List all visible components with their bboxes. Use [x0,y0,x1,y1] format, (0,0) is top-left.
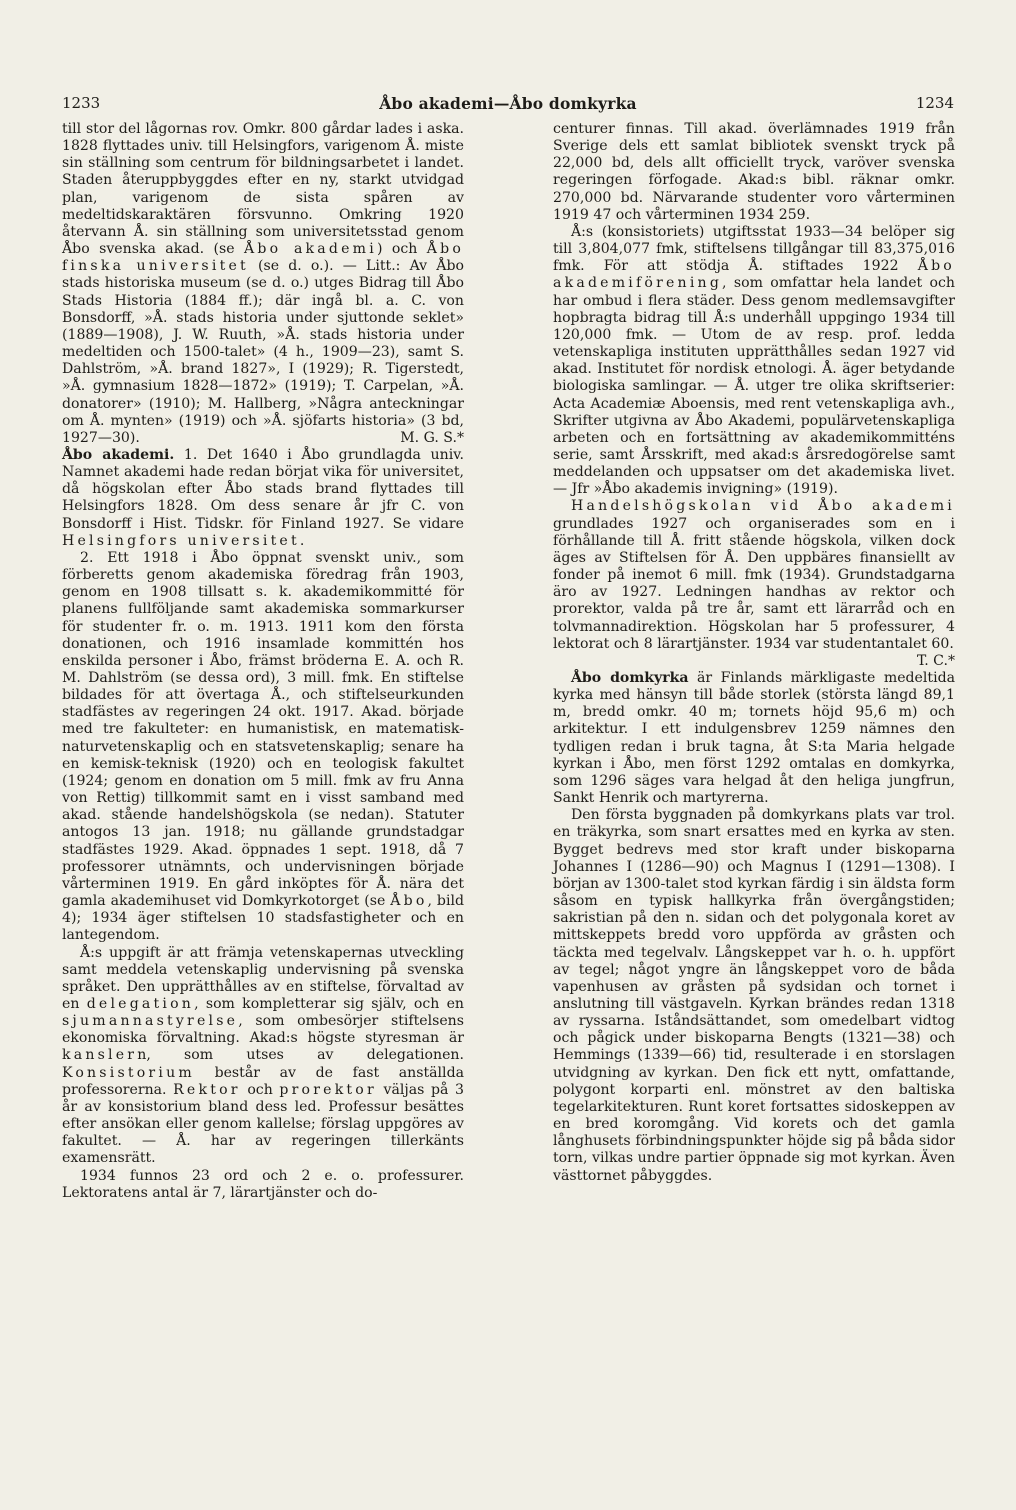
text-run: och [240,1081,280,1098]
text-run: Den första byggnaden på domkyrkans plats var trol. en träkyrka, som snart ersattes med en kyrka av sten. Bygget bedrevs med stor kraft under biskoparna Johannes I (1286—90) och Magnus I (1291—1308). I början av 1300-talet stod kyrkan färdig i sin äldsta form såsom en typisk hallkyrka från övergångstiden; sakristian på den n. sidan och det polygonala koret av mittskeppets bredd voro uppförda av gråsten och täckta med tegelvalv. Långskeppet var h. o. h. uppfört av tegel; något yngre än långskeppet voro de båda vapenhusen av gråsten på sydsidan och tornet i anslutning till västgaveln. Kyrkan brändes redan 1318 av ryssarna. Iståndsättandet, som omedelbart vidtog och pågick under biskoparna Bengts (1321—38) och Hemmings (1339—66) tid, resulterade i en storslagen utvidgning av kyrkan. Den fick ett nytt, omfattande, polygont korparti enl. mönstret av den baltiska tegelarkitekturen. Runt koret fortsattes sidoskeppen av en bred koromgång. Vid korets och det gamla långhusets förbindningspunkter höjde sig på båda sidor torn, vilkas undre partier öppnade sig mot kyrkan. Även västtornet påbyggdes. [553,807,955,1184]
entry-headword: Åbo akademi. [62,446,175,463]
paragraph [62,121,464,447]
spaced-term: Helsingfors universitet [62,532,300,549]
right-column [553,121,955,1185]
text-run: består av de fast anställda professorerna. [62,1064,464,1098]
text-run: 2. Ett 1918 i Åbo öppnat svenskt univ., som förberetts genom akademiska föredrag från 1903, genom en 1908 tillsatt s. k. akademikommitté för planens fullföljande samt akademiska sommarkurser för studenter fr. o. m. 1913. 1911 kom den första donationen, och 1916 insamlade kommittén hos enskilda personer i Åbo, främst bröderna E. A. och R. M. Dahlström (se dessa ord), 3 mill. fmk. En stiftelse bildades för att övertaga Å., och stiftelseurkunden stadfästes av regeringen 24 okt. 1917. Akad. började med tre fakulteter: en humanistisk, en matematisk-naturvetenskaplig och en statsvetenskaplig; senare ha en kemisk-teknisk (1920) och en teologisk fakultet (1924; genom en donation om 5 mill. fmk av fru Anna von Rettig) tillkommit samt en i visst samband med akad. stående handelshögskola (se nedan). Statuter antogos 13 jan. 1918; nu gällande grundstadgar stadfästes 1929. Akad. öppnades 1 sept. 1918, då 7 professorer utnämnts, och undervisningen började vårterminen 1919. En gård inköptes för Å. nära det gamla akademihuset vid Domkyrkotorget (se [62,549,464,910]
spaced-term: delegation [86,995,195,1012]
text-run: (se d. o.). — Litt.: Av Åbo stads historiska museum (se d. o.) utges Bidrag till Åbo Stads Historia (1884 ff.); där ingå bl. a. C. von Bonsdorff, »Å. stads historia under sjuttonde seklet» (1889—1908), J. W. Ruuth, »Å. stads historia under medeltiden och 1500-talet» (4 h., 1909—23), samt S. Dahlström, »Å. brand 1827», I (1929); R. Tigerstedt, »Å. gymnasium 1828—1872» (1919); T. Carpelan, »Å. donatorer» (1910); M. Hallberg, »Några anteckningar om Å. mynten» (1919) och »Å. sjöfarts historia» (3 bd, 1927—30). [62,258,464,446]
text-run: , bild 4); 1934 äger stiftelsen 10 stadsfastigheter och en lantegendom. [62,893,464,944]
text-run: . [299,532,305,549]
running-title: Åbo akademi—Åbo domkyrka [379,93,637,113]
paragraph [553,807,955,1184]
spaced-term: Åbo akademiförening [553,258,955,292]
spaced-term: sjumannastyrelse [62,1013,239,1030]
spaced-term: Åbo finska universitet [62,241,465,275]
spaced-term: Åbo [390,893,428,910]
spaced-term: prorektor [279,1081,377,1098]
paragraph [553,670,955,807]
paragraph [553,121,955,224]
text-run: n, som utses av delegationen. [137,1047,464,1064]
spaced-term: Åbo akademi [244,241,377,258]
paragraph [62,1168,464,1202]
text-run: , som ombesörjer stiftelsens ekonomiska förvaltning. Akad:s högste styresman är [62,1013,464,1047]
spaced-term: Handelshögskolan vid Åbo akademi [571,498,955,515]
paragraph [553,224,955,499]
paragraph [62,945,464,1168]
entry-headword: Åbo domkyrka [571,670,689,686]
text-run: grundlades 1927 och organiserades som en i förhållande till Å. fritt stående högskola, vilken dock äges av Stiftelsen för Å. Den uppbäres finansiellt av fonder på inemot 6 mill. fmk (1934). Grundstadgarna äro av 1927. Ledningen handhas av rektor och prorektor, valda på tre år, samt ett lärarråd och en tolvmannadirektion. Högskolan har 5 professurer, 4 lektorat och 8 lärartjänster. 1934 var studentantalet 60. [553,515,955,652]
page-number-left: 1233 [62,94,101,112]
spaced-term: Konsistorium [62,1064,195,1081]
spaced-term: kansler [62,1047,138,1064]
text-run: är Finlands märkligaste medeltida kyrka med hänsyn till både storlek (största längd 89,1 m, bredd omkr. 40 m; tornets höjd 95,6 m) och arkitektur. I ett indulgensbrev 1259 nämnes den tydligen redan i bruk tagna, åt S:ta Maria helgade kyrkan i Åbo, men först 1292 omtalas en domkyrka, som 1296 säges vara helgad åt den heliga jungfrun, Sankt Henrik och martyrerna. [553,670,956,807]
spaced-term: Rektor [173,1081,241,1098]
running-header [62,90,954,116]
text-run: , som omfattar hela landet och har ombud i flera städer. Dess genom medlemsavgifter hopbragta bidrag till Å:s underhåll uppgingo 1934 till 120,000 fmk. — Utom de av resp. prof. ledda vetenskapliga instituten upprätthålles sedan 1927 vid akad. Institutet för nordisk etnologi. Å. äger betydande biologiska samlingar. — Å. utger tre olika skriftserier: Acta Academiæ Aboensis, med rent vetenskapliga avh., Skrifter utgivna av Åbo Akademi, populärvetenskapliga arbeten och en fortsättning av akademikommitténs serie, samt Årsskrift, med akad:s årsredogörelse samt meddelanden och uppsatser om det akademiska livet. — Jfr »Åbo akademis invigning» (1919). [553,275,955,498]
text-run: Å:s uppgift är att främja vetenskapernas utveckling samt meddela vetenskaplig undervisning på svenska språket. Den upprätthålles av en stiftelse, förvaltad av en [62,944,464,1012]
author-signature: T. C.* [916,652,955,669]
paragraph [62,550,464,945]
text-run: till stor del lågornas rov. Omkr. 800 gårdar lades i aska. 1828 flyttades univ. till Helsingfors, varigenom Å. miste sin ställning som centrum för bildningsarbetet i landet. Staden återuppbyggdes efter en ny, starkt utvidgad plan, varigenom de sista spåren av medeltidskaraktären försvunno. Omkring 1920 återvann Å. sin ställning som universitetsstad genom Åbo svenska akad. (se [62,121,464,258]
text-run: , som kompletterar sig själv, och en [194,995,464,1012]
text-run: Å:s (konsistoriets) utgiftsstat 1933—34 belöper sig till 3,804,077 fmk, stiftelsens tillgångar till 83,375,016 fmk. För att stödja Å. stiftades 1922 [553,223,955,275]
text-run: ) och [376,241,427,258]
page-number-right: 1234 [915,94,954,112]
left-column [62,121,464,1202]
text-run: centurer finnas. Till akad. överlämnades 1919 från Sverige dels ett samlat bibliotek svenskt tryck på 22,000 bd, dels allt officiellt tryck, varöver svenska regeringen förfogade. Akad:s bibl. räknar omkr. 270,000 bd. Närvarande studenter voro vårterminen 1919 47 och vårterminen 1934 259. [553,121,955,223]
author-signature: M. G. S.* [400,429,464,446]
text-run: 1. Det 1640 i Åbo grundlagda univ. Namnet akademi hade redan börjat vika för universitet, då högskolan efter Åbo stads brand flyttades till Helsingfors 1828. Om dess senare år jfr C. von Bonsdorff i Hist. Tidskr. för Finland 1927. Se vidare [62,446,464,532]
text-run: väljas på 3 år av konsistorium bland dess led. Professur besättes efter ansökan eller genom kallelse; förslag uppgöres av fakultet. — Å. har av regeringen tillerkänts examensrätt. [62,1081,464,1167]
text-run: 1934 funnos 23 ord och 2 e. o. professurer. Lektoratens antal är 7, lärartjänster och do- [62,1167,464,1201]
paragraph [553,498,955,669]
paragraph [62,447,464,550]
